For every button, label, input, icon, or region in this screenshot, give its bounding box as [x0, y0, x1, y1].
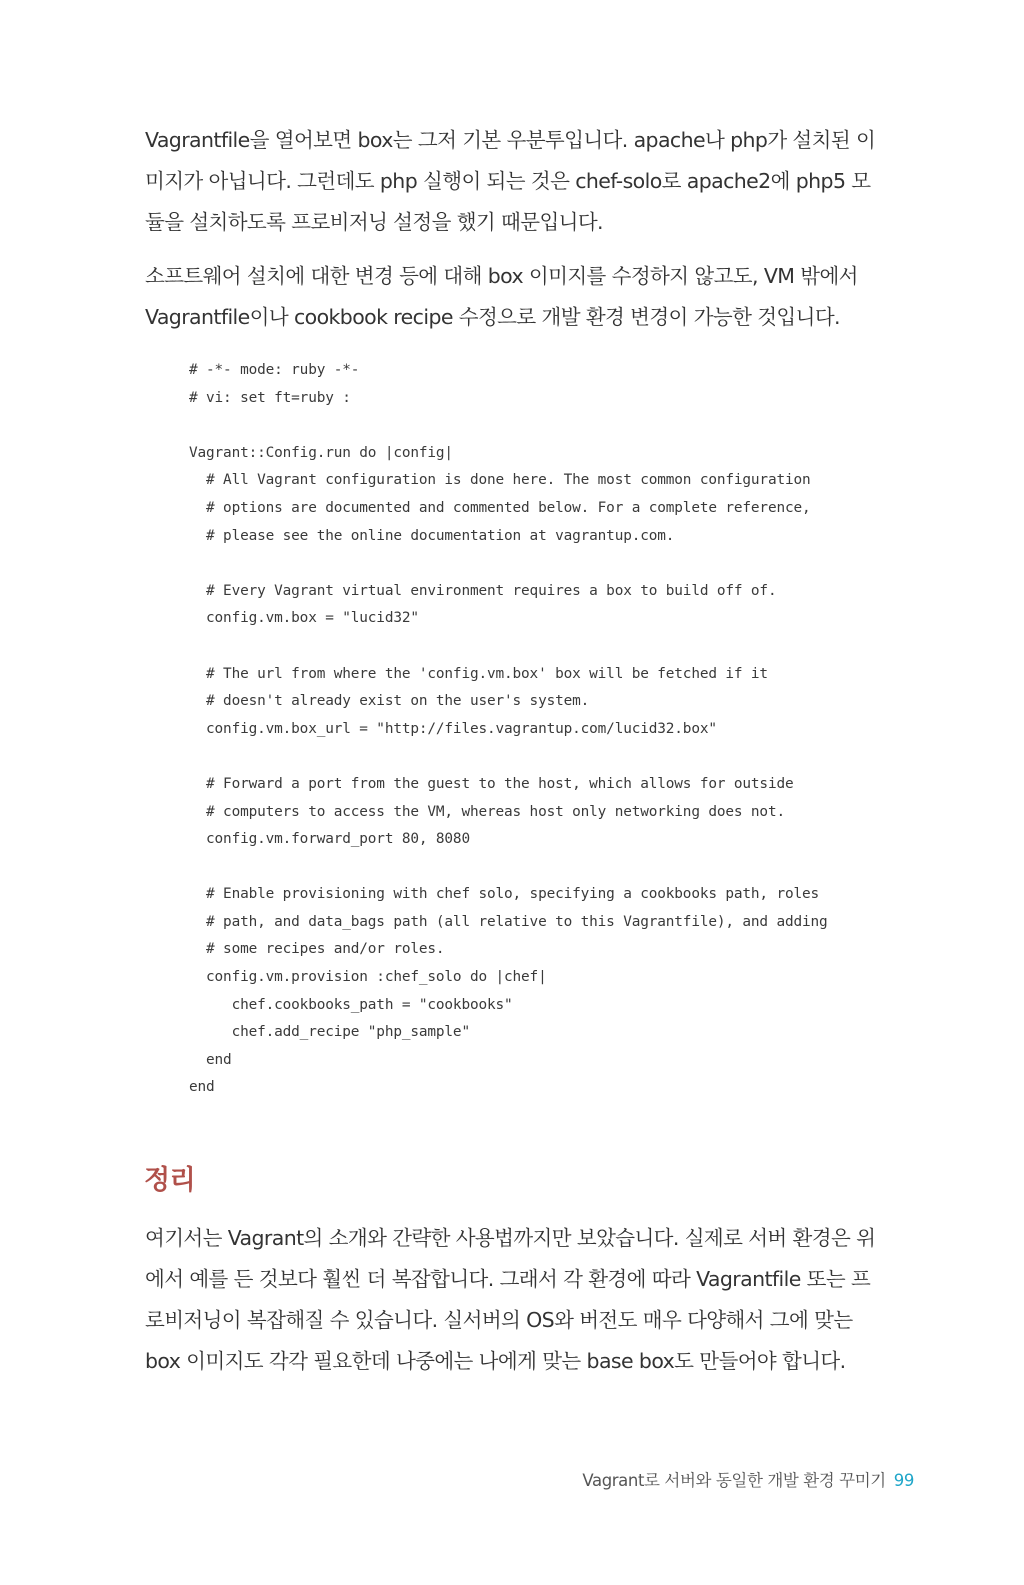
page-footer: [582, 1467, 914, 1491]
code-line: config.vm.box = "lucid32": [189, 610, 419, 627]
paragraph-line: Vagrantfile이나 cookbook recipe 수정으로 개발 환경 변경이 가능한 것입니다.: [145, 305, 840, 329]
code-line: # some recipes and/or roles.: [189, 941, 445, 958]
code-line: # -*- mode: ruby -*-: [189, 362, 360, 378]
paragraph-line: 소프트웨어 설치에 대한 변경 등에 대해 box 이미지를 수정하지 않고도, VM 밖에서: [145, 264, 858, 288]
code-line: [189, 550, 889, 578]
paragraph-line: 로비저닝이 복잡해질 수 있습니다. 실서버의 OS와 버전도 매우 다양해서 그에 맞는: [145, 1308, 853, 1332]
code-line: end: [189, 1051, 232, 1068]
code-line: # path, and data_bags path (all relative to this Vagrantfile), and adding: [189, 913, 828, 930]
paragraph-line: 미지가 아닙니다. 그런데도 php 실행이 되는 것은 chef-solo로 apache2에 php5 모: [145, 169, 871, 193]
code-line: config.vm.forward_port 80, 8080: [189, 831, 470, 848]
code-line: [189, 412, 889, 440]
vagrantfile-code-listing: [189, 357, 889, 1102]
code-line: # Every Vagrant virtual environment requires a box to build off of.: [189, 582, 777, 599]
code-line: Vagrant::Config.run do |config|: [189, 444, 453, 461]
paragraph-software-changes: [145, 256, 885, 338]
section-heading-summary: 정리: [144, 1165, 196, 1196]
paragraph-line: 듈을 설치하도록 프로비저닝 설정을 했기 때문입니다.: [145, 210, 603, 234]
code-line: config.vm.provision :chef_solo do |chef|: [189, 969, 547, 986]
code-line: # vi: set ft=ruby :: [189, 389, 351, 406]
paragraph-line: box 이미지도 각각 필요한데 나중에는 나에게 맞는 base box도 만들어야 합니다.: [145, 1349, 846, 1373]
code-line: # doesn't already exist on the user's system.: [189, 693, 590, 710]
code-line: config.vm.box_url = "http://files.vagrantup.com/lucid32.box": [189, 720, 717, 737]
paragraph-vagrantfile-intro: [145, 120, 885, 243]
code-line: # All Vagrant configuration is done here. The most common configuration: [189, 472, 811, 489]
page-number: 99: [893, 1471, 914, 1490]
code-line: end: [189, 1079, 215, 1096]
code-line: # options are documented and commented below. For a complete reference,: [189, 499, 811, 516]
code-line: # computers to access the VM, whereas host only networking does not.: [189, 803, 785, 820]
code-line: # please see the online documentation at vagrantup.com.: [189, 527, 675, 544]
code-line: [189, 633, 889, 661]
paragraph-line: 에서 예를 든 것보다 훨씬 더 복잡합니다. 그래서 각 환경에 따라 Vagrantfile 또는 프: [145, 1267, 871, 1291]
code-line: # Forward a port from the guest to the host, which allows for outside: [189, 775, 794, 792]
code-line: chef.cookbooks_path = "cookbooks": [189, 996, 513, 1013]
code-line: chef.add_recipe "php_sample": [189, 1024, 470, 1041]
code-line: # Enable provisioning with chef solo, specifying a cookbooks path, roles: [189, 886, 820, 903]
paragraph-line: Vagrantfile을 열어보면 box는 그저 기본 우분투입니다. apache나 php가 설치된 이: [145, 128, 876, 152]
code-line: [189, 743, 889, 771]
running-title: Vagrant로 서버와 동일한 개발 환경 꾸미기: [582, 1471, 886, 1490]
code-line: [189, 854, 889, 882]
paragraph-line: 여기서는 Vagrant의 소개와 간략한 사용법까지만 보았습니다. 실제로 서버 환경은 위: [145, 1226, 876, 1250]
paragraph-summary: [145, 1218, 885, 1382]
code-line: # The url from where the 'config.vm.box' box will be fetched if it: [189, 665, 768, 682]
